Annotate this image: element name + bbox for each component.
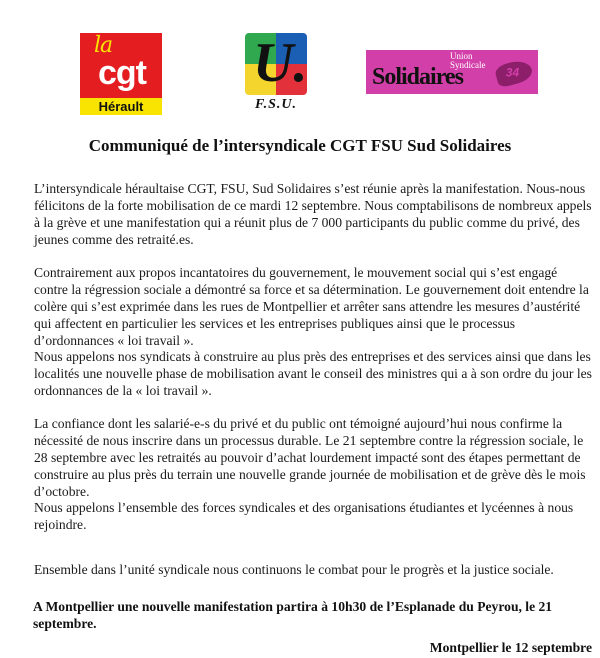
solidaires-logo-subtitle: Union Syndicale bbox=[450, 51, 486, 70]
paragraph-confidence: La confiance dont les salarié-e-s du privé et du public ont témoigné aujourd’hui nous confirme la nécessité de nous inscrire dans un processus durable. Le 21 septembre contre la régression sociale, le 28 septembre avec les retraités au pouvoir d’achat lourdement impacté sont des étapes permettant de construire au plus près du terrain une nouvelle grande journée de mobilisation et de grève dès le mois d’octobre. bbox=[34, 416, 586, 499]
solidaires-department-number: 34 bbox=[505, 65, 520, 80]
signoff-date: Montpellier le 12 septembre bbox=[429, 640, 592, 655]
cgt-logo-region: Hérault bbox=[80, 98, 162, 115]
cgt-herault-logo bbox=[80, 33, 162, 115]
page-title: Communiqué de l’intersyndicale CGT FSU Sud Solidaires bbox=[88, 136, 512, 155]
fsu-logo bbox=[245, 33, 307, 115]
solidaires-logo bbox=[366, 50, 538, 94]
fsu-logo-name: F.S.U. bbox=[255, 97, 297, 112]
fsu-logo-letter: U. bbox=[253, 32, 308, 94]
logo-header bbox=[0, 0, 600, 120]
announcement: A Montpellier une nouvelle manifestation partira à 10h30 de l’Esplanade du Peyrou, le 21 septembre. bbox=[33, 599, 553, 631]
paragraph-government: Contrairement aux propos incantatoires du gouvernement, le mouvement social qui s’est engagé contre la régression sociale a démontré sa force et sa détermination. Le gouvernement doit entendre la colère qui s’est exprimée dans les rues de Montpellier et arrêter sans attendre les mesures d’austérité qui affectent en particulier les services et les entreprises publiques ainsi que le processus d’ordonnances « loi travail ». bbox=[34, 265, 589, 348]
paragraph-call-forces: Nous appelons l’ensemble des forces syndicales et des organisations étudiantes et lycéennes à nous rejoindre. bbox=[34, 500, 574, 532]
paragraph-unity: Ensemble dans l’unité syndicale nous continuons le combat pour le progrès et la justice sociale. bbox=[34, 562, 554, 577]
paragraph-intro: L’intersyndicale héraultaise CGT, FSU, Sud Solidaires s’est réunie après la manifestation. Nous-nous félicitons de la forte mobilisation de ce mardi 12 septembre. Nous comptabilisons de nombreux appels à la grève et une manifestation qui a réunit plus de 7 000 participants du public comme du privé, des jeunes comme des retraité.es. bbox=[34, 181, 592, 247]
herault-map-icon bbox=[494, 58, 534, 89]
fsu-color-square-icon bbox=[245, 33, 307, 95]
cgt-logo-name: cgt bbox=[98, 54, 146, 92]
paragraph-call-unions: Nous appelons nos syndicats à construire au plus près des entreprises et des services ainsi que dans les localités une nouvelle phase de mobilisation avant le conseil des ministres qui a à son ordre du jour les ordonnances de la « loi travail ». bbox=[34, 349, 592, 398]
cgt-logo-prefix: la bbox=[94, 33, 113, 58]
solidaires-logo-name: Solidaires bbox=[372, 64, 463, 90]
